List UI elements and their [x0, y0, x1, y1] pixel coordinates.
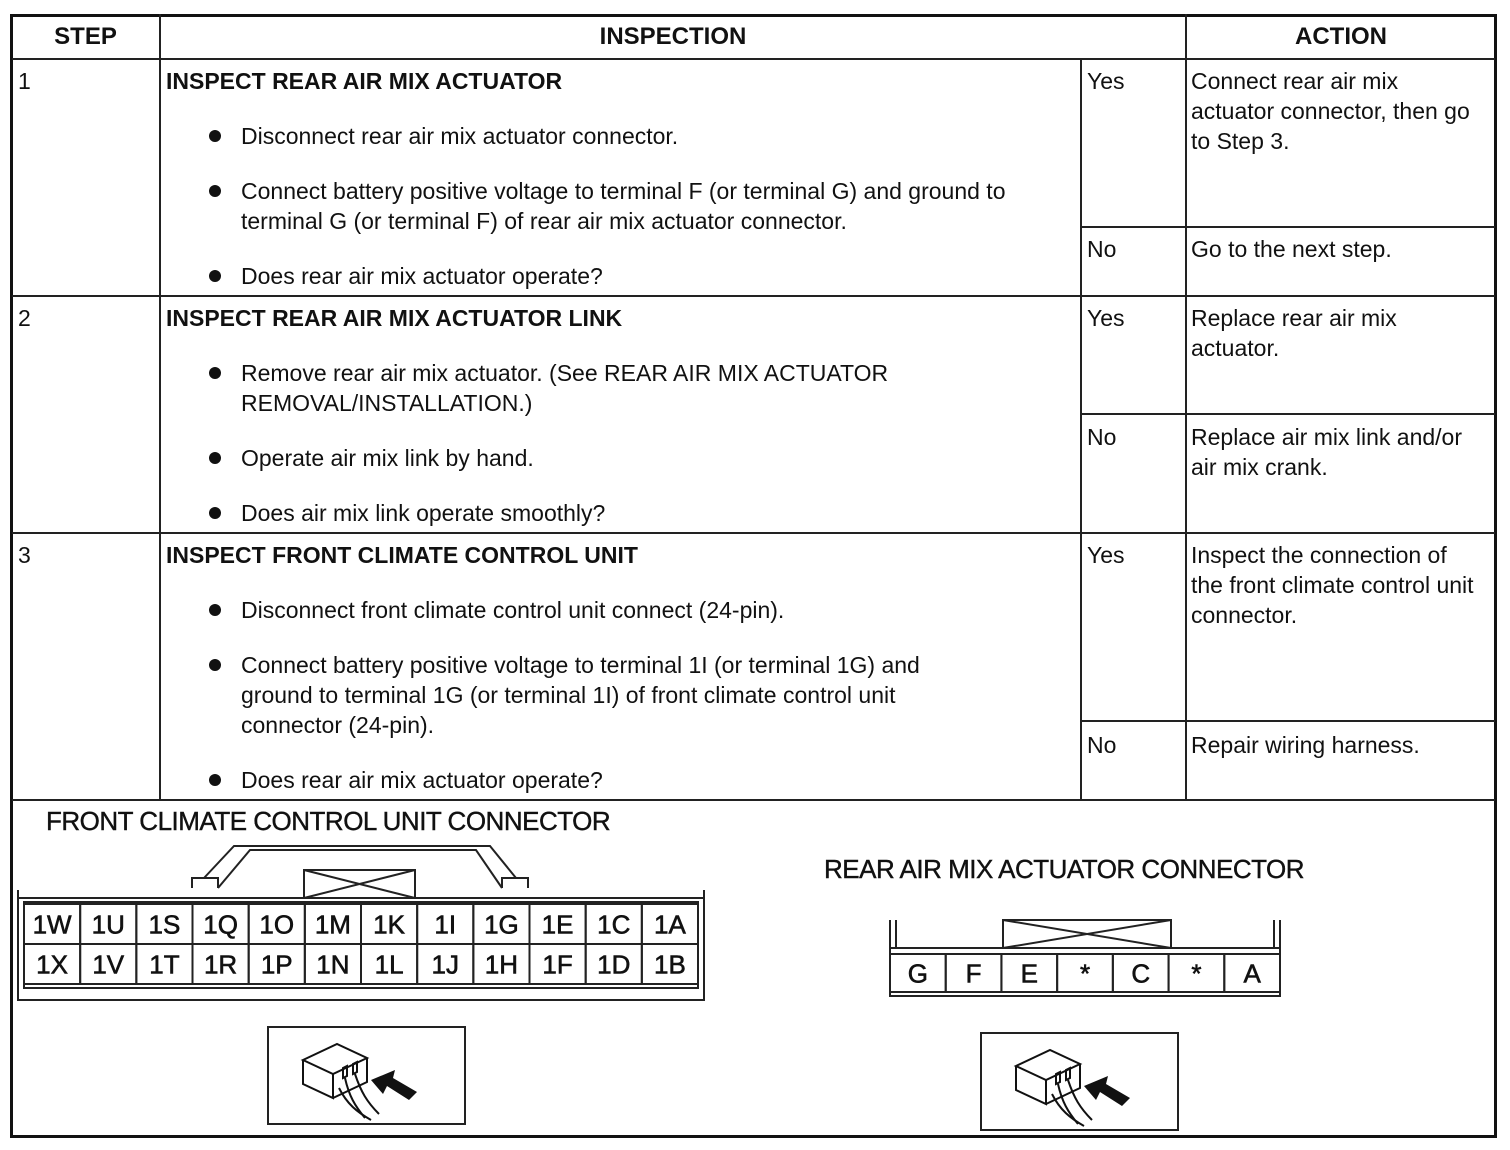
terminal-f: F	[965, 958, 982, 989]
step-number: 3	[18, 542, 31, 568]
connector-probe-icon	[980, 1032, 1180, 1132]
terminal-1v: 1V	[92, 949, 125, 980]
rear-connector-diagram	[880, 910, 1300, 1010]
yes-action: Replace rear air mix actuator.	[1191, 305, 1397, 361]
no-label: No	[1087, 424, 1117, 450]
no-label: No	[1087, 732, 1117, 758]
yesno-column-divider	[1080, 58, 1082, 800]
header-divider	[12, 58, 1495, 60]
yes-action: Connect rear air mix actuator connector, then go to Step 3.	[1191, 68, 1470, 154]
front-connector-diagram	[14, 840, 714, 1015]
step-number: 1	[18, 68, 31, 94]
step-number: 2	[18, 305, 31, 331]
terminal-1j: 1J	[431, 949, 459, 980]
terminal-1c: 1C	[597, 909, 631, 940]
terminal-c: C	[1131, 958, 1151, 989]
terminal-1l: 1L	[374, 949, 404, 980]
yes-action: Inspect the connection of the front climate control unit connector.	[1191, 542, 1474, 628]
connector-probe-icon	[267, 1026, 467, 1126]
step1-divider	[12, 295, 1495, 297]
terminal-1a: 1A	[654, 909, 686, 940]
terminal-1g: 1G	[484, 909, 519, 940]
terminal-1s: 1S	[148, 909, 181, 940]
header-step: STEP	[54, 23, 117, 50]
header-action: ACTION	[1295, 23, 1387, 50]
step-title: INSPECT REAR AIR MIX ACTUATOR LINK	[166, 305, 623, 331]
inspection-bullet: Disconnect front climate control unit connect (24-pin).	[241, 597, 785, 623]
terminal-blank: *	[1191, 958, 1202, 989]
terminal-1w: 1W	[32, 909, 72, 940]
action-column-divider	[1185, 14, 1187, 800]
no-label: No	[1087, 236, 1117, 262]
header-inspection: INSPECTION	[599, 23, 747, 50]
step-column-divider	[159, 14, 161, 800]
yes-label: Yes	[1087, 68, 1125, 94]
step1-yesno-divider	[1080, 226, 1495, 228]
step3-divider	[12, 799, 1495, 801]
terminal-1n: 1N	[316, 949, 350, 980]
terminal-1e: 1E	[541, 909, 574, 940]
inspection-bullet: Operate air mix link by hand.	[241, 445, 534, 471]
terminal-1h: 1H	[484, 949, 519, 980]
bullet-icon	[209, 452, 221, 464]
rear-connector-title: REAR AIR MIX ACTUATOR CONNECTOR	[824, 854, 1305, 884]
terminal-1m: 1M	[314, 909, 351, 940]
inspection-bullet: Does rear air mix actuator operate?	[241, 263, 603, 289]
terminal-1b: 1B	[654, 949, 686, 980]
front-connector-title: FRONT CLIMATE CONTROL UNIT CONNECTOR	[46, 806, 611, 836]
terminal-1q: 1Q	[203, 909, 238, 940]
no-action: Replace air mix link and/or air mix crank.	[1191, 424, 1463, 480]
connector-latch	[192, 846, 528, 898]
no-action: Repair wiring harness.	[1191, 732, 1420, 758]
bullet-icon	[209, 130, 221, 142]
step-title: INSPECT REAR AIR MIX ACTUATOR	[166, 68, 563, 94]
inspection-bullet: Does air mix link operate smoothly?	[241, 500, 606, 526]
bullet-icon	[209, 604, 221, 616]
terminal-1i: 1I	[434, 909, 457, 940]
step3-yesno-divider	[1080, 720, 1495, 722]
no-action: Go to the next step.	[1191, 236, 1392, 262]
terminal-1t: 1T	[149, 949, 180, 980]
terminal-1x: 1X	[36, 949, 68, 980]
yes-label: Yes	[1087, 305, 1125, 331]
inspection-bullet: Does rear air mix actuator operate?	[241, 767, 603, 793]
bullet-icon	[209, 185, 221, 197]
terminal-1u: 1U	[91, 909, 125, 940]
bullet-icon	[209, 367, 221, 379]
terminal-1d: 1D	[597, 949, 631, 980]
terminal-e: E	[1020, 958, 1038, 989]
bullet-icon	[209, 507, 221, 519]
terminal-1k: 1K	[373, 909, 405, 940]
inspection-bullet: Connect battery positive voltage to terminal 1I (or terminal 1G) and ground to terminal 1G (or terminal 1I) of front climate control unit connector (24-pin).	[241, 652, 920, 738]
inspection-bullet: Disconnect rear air mix actuator connector.	[241, 123, 679, 149]
terminal-g: G	[907, 958, 928, 989]
step-title: INSPECT FRONT CLIMATE CONTROL UNIT	[166, 542, 638, 568]
terminal-blank: *	[1079, 958, 1091, 989]
terminal-1r: 1R	[203, 949, 238, 980]
bullet-icon	[209, 659, 221, 671]
step2-yesno-divider	[1080, 413, 1495, 415]
bullet-icon	[209, 774, 221, 786]
terminal-a: A	[1243, 958, 1261, 989]
bullet-icon	[209, 270, 221, 282]
inspection-bullet: Connect battery positive voltage to terminal F (or terminal G) and ground to terminal G (or terminal F) of rear air mix actuator connector.	[241, 178, 1006, 234]
terminal-1f: 1F	[542, 949, 573, 980]
terminal-1p: 1P	[260, 949, 293, 980]
inspection-bullet: Remove rear air mix actuator. (See REAR AIR MIX ACTUATOR REMOVAL/INSTALLATION.)	[241, 360, 889, 416]
step2-divider	[12, 532, 1495, 534]
yes-label: Yes	[1087, 542, 1125, 568]
terminal-1o: 1O	[259, 909, 295, 940]
